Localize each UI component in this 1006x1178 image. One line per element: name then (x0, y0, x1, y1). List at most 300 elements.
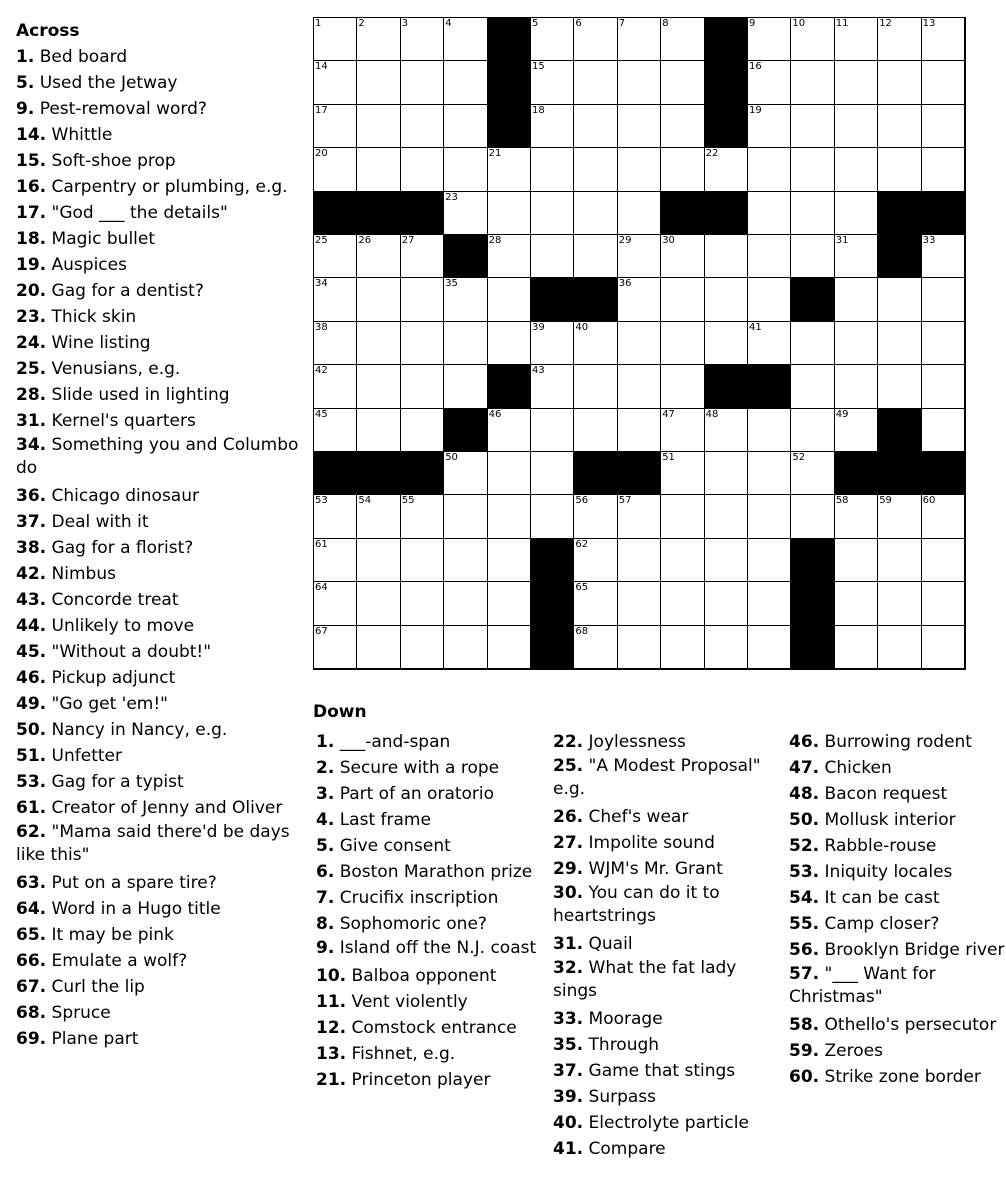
grid-cell[interactable] (401, 626, 444, 669)
grid-cell[interactable] (618, 148, 661, 191)
grid-cell[interactable] (618, 409, 661, 452)
clue-item (316, 755, 546, 781)
grid-cell[interactable] (791, 192, 834, 235)
grid-cell[interactable] (531, 235, 574, 278)
grid-block (705, 192, 748, 235)
grid-cell[interactable] (705, 148, 748, 191)
grid-cell[interactable] (791, 409, 834, 452)
clue-item (16, 691, 306, 717)
grid-cell[interactable] (574, 148, 617, 191)
grid-cell[interactable] (705, 235, 748, 278)
grid-cell[interactable] (357, 582, 400, 625)
clue-text: Unlikely to move (46, 616, 195, 636)
grid-cell[interactable] (835, 192, 878, 235)
grid-cell[interactable] (401, 495, 444, 538)
grid-block (314, 192, 357, 235)
clue-item (16, 509, 306, 535)
grid-cell[interactable] (314, 148, 357, 191)
grid-cell[interactable] (314, 235, 357, 278)
clue-number: 65. (16, 925, 47, 945)
grid-cell[interactable] (357, 495, 400, 538)
grid-cell[interactable] (618, 105, 661, 148)
cell-number: 1 (315, 18, 322, 29)
grid-cell[interactable] (314, 18, 357, 61)
grid-cell[interactable] (574, 322, 617, 365)
grid-cell[interactable] (661, 18, 704, 61)
grid-cell[interactable] (835, 582, 878, 625)
grid-cell[interactable] (574, 582, 617, 625)
grid-cell[interactable] (661, 626, 704, 669)
clue-item (789, 781, 1005, 807)
grid-cell[interactable] (791, 105, 834, 148)
grid-block (922, 192, 965, 235)
grid-cell[interactable] (357, 365, 400, 408)
grid-cell[interactable] (835, 148, 878, 191)
grid-cell[interactable] (314, 626, 357, 669)
clue-number: 7. (316, 888, 335, 908)
clue-item (789, 963, 1005, 1009)
grid-cell[interactable] (705, 539, 748, 582)
clue-number: 13. (316, 1044, 347, 1064)
grid-cell[interactable] (531, 148, 574, 191)
grid-cell[interactable] (401, 409, 444, 452)
grid-cell[interactable] (705, 322, 748, 365)
grid-cell[interactable] (922, 365, 965, 408)
clue-text: Quail (583, 934, 633, 954)
down-clue-column-3 (789, 729, 1005, 1090)
clue-item (553, 729, 785, 755)
grid-cell[interactable] (531, 61, 574, 104)
grid-cell[interactable] (401, 105, 444, 148)
grid-cell[interactable] (791, 365, 834, 408)
grid-cell[interactable] (661, 235, 704, 278)
grid-cell[interactable] (401, 148, 444, 191)
grid-cell[interactable] (488, 626, 531, 669)
crossword-grid (313, 17, 966, 670)
grid-cell[interactable] (878, 61, 921, 104)
grid-cell[interactable] (314, 105, 357, 148)
grid-cell[interactable] (705, 495, 748, 538)
clue-number: 5. (16, 73, 35, 93)
cell-number: 26 (358, 235, 372, 246)
grid-cell[interactable] (878, 365, 921, 408)
grid-cell[interactable] (791, 235, 834, 278)
grid-cell[interactable] (357, 148, 400, 191)
grid-cell[interactable] (531, 322, 574, 365)
grid-cell[interactable] (444, 61, 487, 104)
clue-number: 45. (16, 642, 47, 662)
grid-cell[interactable] (835, 626, 878, 669)
grid-cell[interactable] (618, 18, 661, 61)
clue-text: Impolite sound (583, 833, 715, 853)
grid-cell[interactable] (401, 18, 444, 61)
grid-cell[interactable] (835, 539, 878, 582)
grid-cell[interactable] (444, 105, 487, 148)
down-clue-column-2 (553, 729, 785, 1162)
grid-cell[interactable] (835, 105, 878, 148)
grid-cell[interactable] (618, 322, 661, 365)
grid-cell[interactable] (444, 365, 487, 408)
grid-cell[interactable] (878, 18, 921, 61)
cell-number: 7 (618, 18, 626, 29)
clue-item (16, 226, 306, 252)
grid-cell[interactable] (618, 582, 661, 625)
grid-cell[interactable] (835, 61, 878, 104)
grid-cell[interactable] (748, 278, 791, 321)
cell-number: 46 (488, 408, 502, 420)
clue-text: Joylessness (583, 732, 686, 752)
grid-cell[interactable] (531, 192, 574, 235)
grid-cell[interactable] (878, 148, 921, 191)
grid-cell[interactable] (922, 148, 965, 191)
cell-number: 40 (575, 321, 589, 333)
grid-cell[interactable] (401, 539, 444, 582)
clue-item (16, 870, 306, 896)
clue-number: 11. (316, 992, 347, 1012)
clue-number: 64. (16, 899, 47, 919)
grid-cell[interactable] (922, 278, 965, 321)
clue-item (16, 96, 306, 122)
grid-cell[interactable] (401, 322, 444, 365)
cell-number: 36 (618, 278, 632, 290)
grid-cell[interactable] (488, 148, 531, 191)
grid-block (357, 452, 400, 495)
grid-block (401, 192, 444, 235)
grid-cell[interactable] (835, 278, 878, 321)
grid-cell[interactable] (835, 322, 878, 365)
clue-number: 1. (16, 47, 35, 67)
clue-text: Gag for a typist (46, 772, 184, 792)
grid-cell[interactable] (791, 495, 834, 538)
grid-cell[interactable] (488, 495, 531, 538)
grid-cell[interactable] (878, 105, 921, 148)
grid-cell[interactable] (531, 18, 574, 61)
grid-block (791, 582, 834, 625)
grid-block (488, 18, 531, 61)
grid-cell[interactable] (444, 452, 487, 495)
grid-cell[interactable] (314, 61, 357, 104)
grid-block (531, 539, 574, 582)
clue-text: It may be pink (46, 925, 174, 945)
grid-cell[interactable] (835, 365, 878, 408)
grid-cell[interactable] (357, 105, 400, 148)
grid-cell[interactable] (705, 582, 748, 625)
grid-cell[interactable] (661, 278, 704, 321)
grid-cell[interactable] (878, 582, 921, 625)
clue-text: Part of an oratorio (334, 784, 495, 804)
grid-cell[interactable] (748, 61, 791, 104)
grid-cell[interactable] (488, 409, 531, 452)
grid-cell[interactable] (878, 322, 921, 365)
grid-cell[interactable] (922, 409, 965, 452)
grid-cell[interactable] (705, 626, 748, 669)
grid-block (705, 365, 748, 408)
grid-cell[interactable] (488, 539, 531, 582)
grid-cell[interactable] (314, 278, 357, 321)
clue-item (553, 1032, 785, 1058)
clue-text: Balboa opponent (346, 966, 497, 986)
clue-item (16, 330, 306, 356)
grid-cell[interactable] (661, 409, 704, 452)
grid-cell[interactable] (401, 582, 444, 625)
grid-cell[interactable] (835, 235, 878, 278)
grid-cell[interactable] (661, 365, 704, 408)
clue-text: "Mama said there'd be days like this" (16, 822, 290, 865)
grid-cell[interactable] (878, 495, 921, 538)
grid-cell[interactable] (574, 539, 617, 582)
grid-cell[interactable] (444, 192, 487, 235)
clue-number: 68. (16, 1003, 47, 1023)
grid-cell[interactable] (835, 18, 878, 61)
clue-number: 5. (316, 836, 335, 856)
grid-cell[interactable] (748, 235, 791, 278)
grid-block (705, 18, 748, 61)
grid-cell[interactable] (314, 582, 357, 625)
grid-cell[interactable] (444, 18, 487, 61)
grid-cell[interactable] (922, 539, 965, 582)
cell-number: 41 (749, 321, 762, 333)
grid-cell[interactable] (444, 626, 487, 669)
grid-cell[interactable] (488, 278, 531, 321)
grid-cell[interactable] (618, 61, 661, 104)
grid-cell[interactable] (791, 18, 834, 61)
grid-cell[interactable] (314, 409, 357, 452)
grid-cell[interactable] (922, 322, 965, 365)
clue-text: Wine listing (46, 333, 151, 353)
grid-cell[interactable] (444, 539, 487, 582)
clue-item (16, 948, 306, 974)
grid-cell[interactable] (531, 452, 574, 495)
grid-cell[interactable] (357, 61, 400, 104)
cell-number: 30 (662, 235, 675, 246)
grid-block (488, 105, 531, 148)
grid-cell[interactable] (531, 365, 574, 408)
grid-cell[interactable] (922, 235, 965, 278)
grid-block (705, 105, 748, 148)
grid-cell[interactable] (401, 235, 444, 278)
grid-cell[interactable] (748, 495, 791, 538)
grid-block (531, 278, 574, 321)
grid-cell[interactable] (922, 495, 965, 538)
clue-text: Surpass (583, 1087, 657, 1107)
grid-block (661, 192, 704, 235)
grid-cell[interactable] (531, 409, 574, 452)
grid-cell[interactable] (488, 582, 531, 625)
clue-item (16, 535, 306, 561)
grid-cell[interactable] (835, 495, 878, 538)
grid-cell[interactable] (791, 452, 834, 495)
grid-cell[interactable] (748, 192, 791, 235)
grid-cell[interactable] (791, 148, 834, 191)
grid-cell[interactable] (618, 539, 661, 582)
clue-number: 50. (789, 810, 820, 830)
grid-cell[interactable] (574, 192, 617, 235)
grid-cell[interactable] (748, 148, 791, 191)
grid-cell[interactable] (791, 322, 834, 365)
cell-number: 10 (792, 18, 806, 29)
clue-item (16, 174, 306, 200)
grid-cell[interactable] (444, 582, 487, 625)
grid-cell[interactable] (922, 61, 965, 104)
grid-cell[interactable] (444, 495, 487, 538)
clue-text: Pickup adjunct (46, 668, 176, 688)
grid-cell[interactable] (878, 626, 921, 669)
grid-cell[interactable] (488, 235, 531, 278)
grid-cell[interactable] (401, 365, 444, 408)
clue-number: 35. (553, 1035, 584, 1055)
grid-cell[interactable] (574, 18, 617, 61)
grid-cell[interactable] (748, 322, 791, 365)
clue-number: 20. (16, 281, 47, 301)
clue-text: Creator of Jenny and Oliver (46, 798, 283, 818)
clue-number: 46. (16, 668, 47, 688)
clue-item (16, 148, 306, 174)
cell-number: 52 (792, 452, 806, 463)
grid-cell[interactable] (314, 495, 357, 538)
cell-number: 50 (445, 452, 458, 463)
clue-item (789, 937, 1005, 963)
clue-number: 57. (789, 964, 820, 984)
clue-text: Compare (583, 1139, 666, 1159)
clue-item (789, 859, 1005, 885)
clue-number: 58. (789, 1015, 820, 1035)
grid-cell[interactable] (357, 18, 400, 61)
grid-cell[interactable] (574, 365, 617, 408)
grid-cell[interactable] (357, 322, 400, 365)
clue-item (16, 408, 306, 434)
grid-cell[interactable] (618, 365, 661, 408)
grid-cell[interactable] (444, 278, 487, 321)
grid-cell[interactable] (922, 105, 965, 148)
grid-cell[interactable] (574, 105, 617, 148)
clue-text: "God ___ the details" (46, 203, 228, 223)
grid-cell[interactable] (357, 235, 400, 278)
grid-block (444, 409, 487, 452)
grid-cell[interactable] (618, 495, 661, 538)
grid-cell[interactable] (357, 409, 400, 452)
grid-cell[interactable] (661, 582, 704, 625)
grid-cell[interactable] (531, 495, 574, 538)
grid-cell[interactable] (705, 278, 748, 321)
grid-cell[interactable] (748, 105, 791, 148)
clue-number: 50. (16, 720, 47, 740)
cell-number: 34 (315, 278, 328, 290)
grid-cell[interactable] (922, 626, 965, 669)
clue-number: 1. (316, 732, 335, 752)
grid-cell[interactable] (791, 61, 834, 104)
grid-cell[interactable] (357, 278, 400, 321)
grid-cell[interactable] (618, 626, 661, 669)
clue-text: Chicago dinosaur (46, 486, 199, 506)
grid-cell[interactable] (314, 322, 357, 365)
grid-cell[interactable] (488, 452, 531, 495)
grid-cell[interactable] (835, 409, 878, 452)
clue-item (16, 665, 306, 691)
clue-item (316, 963, 546, 989)
down-heading: Down (313, 702, 367, 722)
grid-cell[interactable] (748, 18, 791, 61)
grid-cell[interactable] (922, 18, 965, 61)
grid-cell[interactable] (488, 192, 531, 235)
grid-cell[interactable] (574, 235, 617, 278)
cell-number: 55 (401, 495, 415, 507)
grid-cell[interactable] (314, 539, 357, 582)
clue-text: Bacon request (819, 784, 948, 804)
clue-item (316, 1067, 546, 1093)
clue-text: Gag for a florist? (46, 538, 194, 558)
clue-number: 37. (553, 1061, 584, 1081)
grid-cell[interactable] (748, 626, 791, 669)
cell-number: 14 (315, 61, 328, 73)
grid-cell[interactable] (574, 61, 617, 104)
grid-cell[interactable] (314, 365, 357, 408)
grid-cell[interactable] (357, 626, 400, 669)
grid-cell[interactable] (705, 452, 748, 495)
grid-block (705, 61, 748, 104)
grid-cell[interactable] (705, 409, 748, 452)
grid-cell[interactable] (922, 582, 965, 625)
clue-item (789, 1064, 1005, 1090)
grid-cell[interactable] (878, 539, 921, 582)
cell-number: 33 (922, 235, 936, 246)
grid-cell[interactable] (574, 626, 617, 669)
grid-cell[interactable] (661, 539, 704, 582)
grid-cell[interactable] (618, 278, 661, 321)
clue-text: "___ Want for Christmas" (789, 964, 936, 1007)
clue-number: 60. (789, 1067, 820, 1087)
clue-number: 17. (16, 203, 47, 223)
clue-text: Game that stings (583, 1061, 736, 1081)
clue-text: Bed board (34, 47, 128, 67)
grid-cell[interactable] (444, 148, 487, 191)
grid-cell[interactable] (661, 495, 704, 538)
clue-number: 4. (316, 810, 335, 830)
grid-cell[interactable] (574, 495, 617, 538)
grid-cell[interactable] (661, 322, 704, 365)
grid-cell[interactable] (748, 582, 791, 625)
grid-cell[interactable] (574, 409, 617, 452)
clue-number: 2. (316, 758, 335, 778)
grid-cell[interactable] (357, 539, 400, 582)
grid-cell[interactable] (661, 105, 704, 148)
grid-cell[interactable] (401, 278, 444, 321)
clue-item (316, 989, 546, 1015)
clue-text: ___-and-span (334, 732, 451, 752)
cell-number: 28 (488, 235, 502, 246)
grid-cell[interactable] (748, 452, 791, 495)
grid-cell[interactable] (661, 148, 704, 191)
cell-number: 12 (879, 18, 892, 29)
grid-cell[interactable] (661, 452, 704, 495)
grid-block (878, 409, 921, 452)
clue-number: 15. (16, 151, 47, 171)
grid-cell[interactable] (748, 409, 791, 452)
grid-cell[interactable] (488, 322, 531, 365)
grid-cell[interactable] (748, 539, 791, 582)
grid-cell[interactable] (878, 278, 921, 321)
clue-item (16, 587, 306, 613)
cell-number: 39 (532, 321, 545, 333)
grid-cell[interactable] (618, 192, 661, 235)
grid-cell[interactable] (401, 61, 444, 104)
grid-block (444, 235, 487, 278)
grid-cell[interactable] (661, 61, 704, 104)
clue-item (553, 830, 785, 856)
grid-cell[interactable] (531, 105, 574, 148)
clue-text: Strike zone border (819, 1067, 981, 1087)
grid-cell[interactable] (444, 322, 487, 365)
grid-cell[interactable] (618, 235, 661, 278)
